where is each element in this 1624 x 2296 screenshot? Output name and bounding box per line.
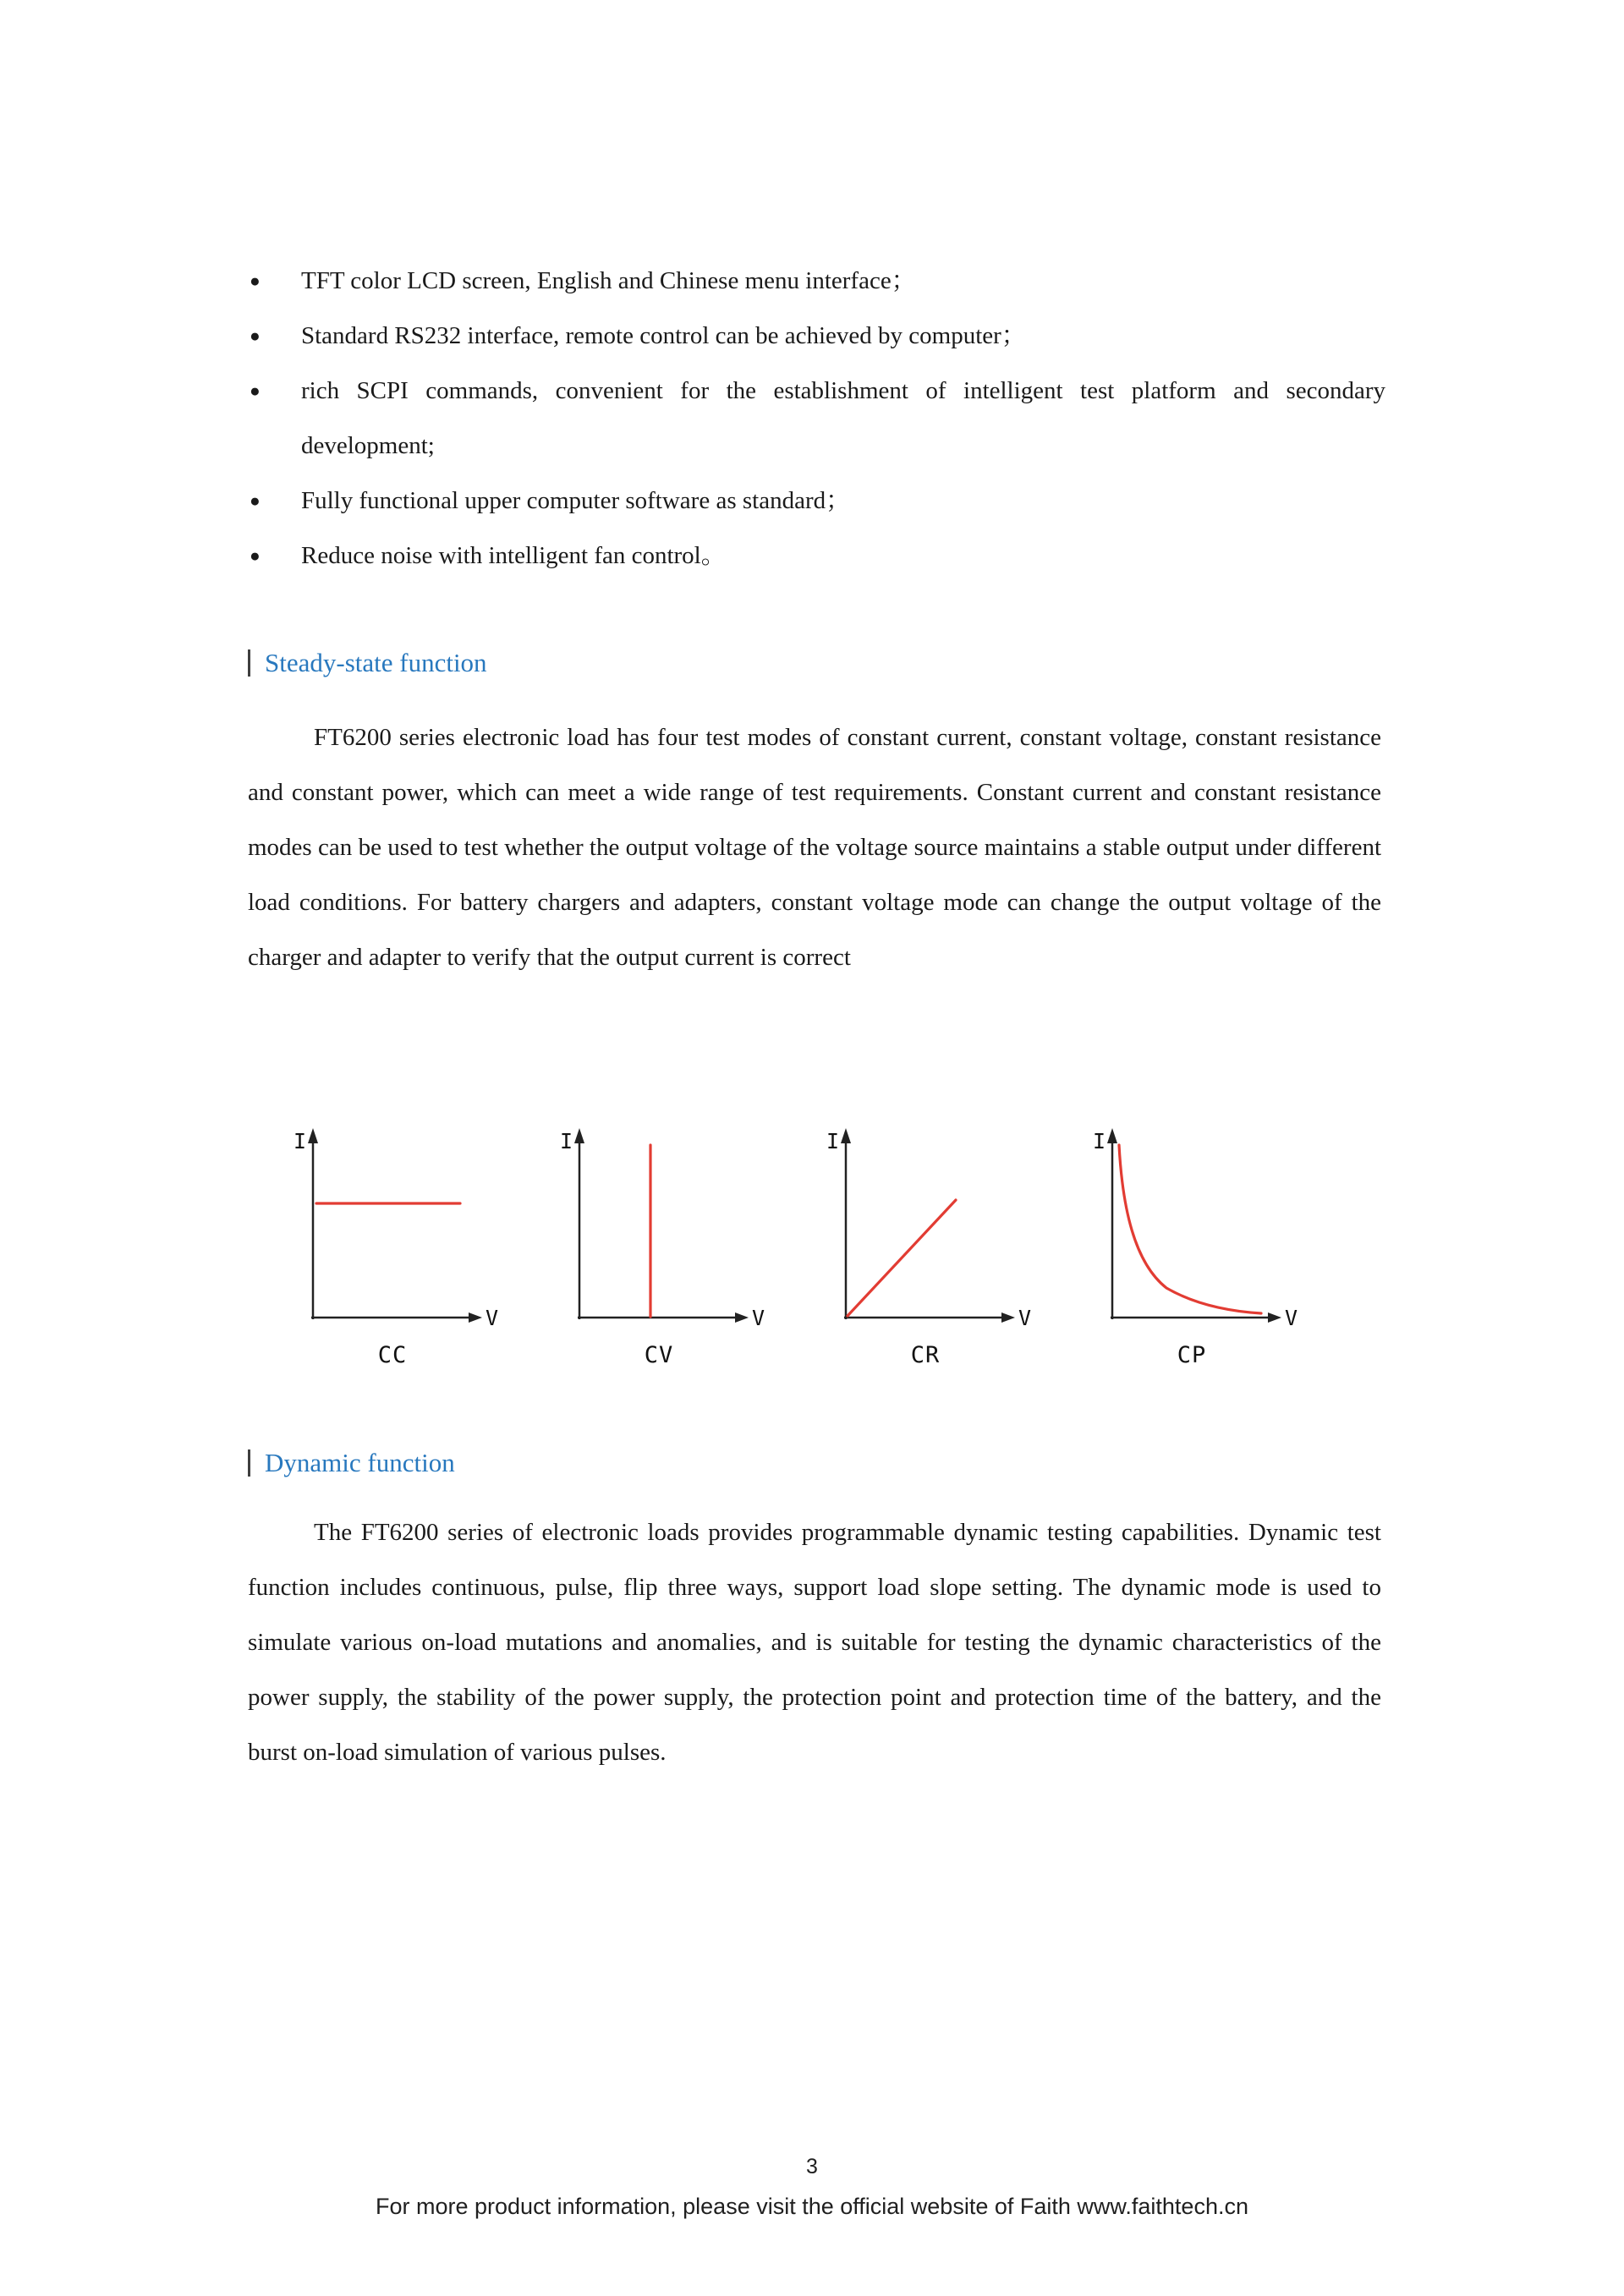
y-axis-arrow-icon — [841, 1128, 851, 1143]
graph-caption: CR — [910, 1342, 941, 1368]
feature-item — [248, 364, 1385, 474]
x-axis-arrow-icon — [735, 1312, 749, 1323]
feature-text: TFT color LCD screen, English and Chinese menu interface； — [301, 267, 916, 294]
bullet-icon: ● — [250, 545, 261, 566]
feature-item — [248, 529, 1385, 584]
cp-graph-canvas — [1082, 1123, 1302, 1334]
feature-item — [248, 474, 1385, 529]
footer-text: For more product information, please visit the official website of Faith www.faithtech.cn — [376, 2194, 1248, 2219]
feature-text: Fully functional upper computer software as standard； — [301, 487, 851, 514]
x-axis-label: V — [1285, 1306, 1298, 1330]
feature-list — [248, 254, 1385, 584]
dynamic-paragraph: The FT6200 series of electronic loads provides programmable dynamic testing capabilities. Dynamic test function includes continuous, pulse, flip three ways, support load slope setting. The dynamic mode is used to simulate various on-load mutations and anomalies, and is suitable for testing the dynamic characteristics of the power supply, the stability of the power supply, the protection point and protection time of the battery, and the burst on-load simulation of various pulses. — [248, 1519, 1381, 1766]
feature-text: Reduce noise with intelligent fan control。 — [301, 542, 726, 569]
cr-curve — [848, 1200, 956, 1316]
cc-graph-canvas — [283, 1123, 502, 1334]
graph-caption: CP — [1177, 1342, 1207, 1368]
dynamic-heading-label: Dynamic function — [265, 1448, 455, 1477]
dynamic-heading — [248, 1448, 455, 1478]
graph-cc — [283, 1123, 502, 1368]
bullet-icon: ● — [250, 326, 261, 346]
cp-curve — [1119, 1145, 1261, 1313]
y-axis-arrow-icon — [574, 1128, 584, 1143]
heading-bar — [248, 1449, 250, 1477]
y-axis-label: I — [293, 1129, 306, 1153]
graph-cr — [815, 1123, 1035, 1368]
cr-graph-canvas — [815, 1123, 1035, 1334]
feature-item — [248, 254, 1385, 309]
x-axis-arrow-icon — [1268, 1312, 1281, 1323]
y-axis-label: I — [1092, 1129, 1106, 1153]
graph-caption: CV — [644, 1342, 674, 1368]
x-axis-label: V — [486, 1306, 499, 1330]
graph-cv — [549, 1123, 769, 1368]
x-axis-arrow-icon — [1001, 1312, 1015, 1323]
steady-state-heading — [248, 648, 487, 678]
x-axis-label: V — [1018, 1306, 1032, 1330]
cv-graph-canvas — [549, 1123, 769, 1334]
heading-bar — [248, 649, 250, 677]
feature-text: rich SCPI commands, convenient for the establishment of intelligent test platform and secondary development; — [301, 377, 1385, 459]
x-axis-arrow-icon — [469, 1312, 482, 1323]
y-axis-arrow-icon — [1107, 1128, 1117, 1143]
feature-text: Standard RS232 interface, remote control can be achieved by computer； — [301, 322, 1026, 349]
graph-caption: CC — [377, 1342, 408, 1368]
y-axis-label: I — [559, 1129, 573, 1153]
bullet-icon: ● — [250, 271, 261, 291]
bullet-icon: ● — [250, 381, 261, 401]
mode-graphs — [283, 1123, 1302, 1368]
steady-state-heading-label: Steady-state function — [265, 648, 487, 677]
graph-cp — [1082, 1123, 1302, 1368]
page-number: 3 — [806, 2155, 818, 2178]
feature-item — [248, 309, 1385, 364]
x-axis-label: V — [752, 1306, 765, 1330]
steady-state-paragraph: FT6200 series electronic load has four test modes of constant current, constant voltage, constant resistance and constant power, which can meet a wide range of test requirements. Constant current and constant resistance modes can be used to test whether the output voltage of the voltage source maintains a stable output under different load conditions. For battery chargers and adapters, constant voltage mode can change the output voltage of the charger and adapter to verify that the output current is correct — [248, 724, 1381, 971]
bullet-icon: ● — [250, 490, 261, 511]
y-axis-label: I — [826, 1129, 839, 1153]
y-axis-arrow-icon — [308, 1128, 318, 1143]
